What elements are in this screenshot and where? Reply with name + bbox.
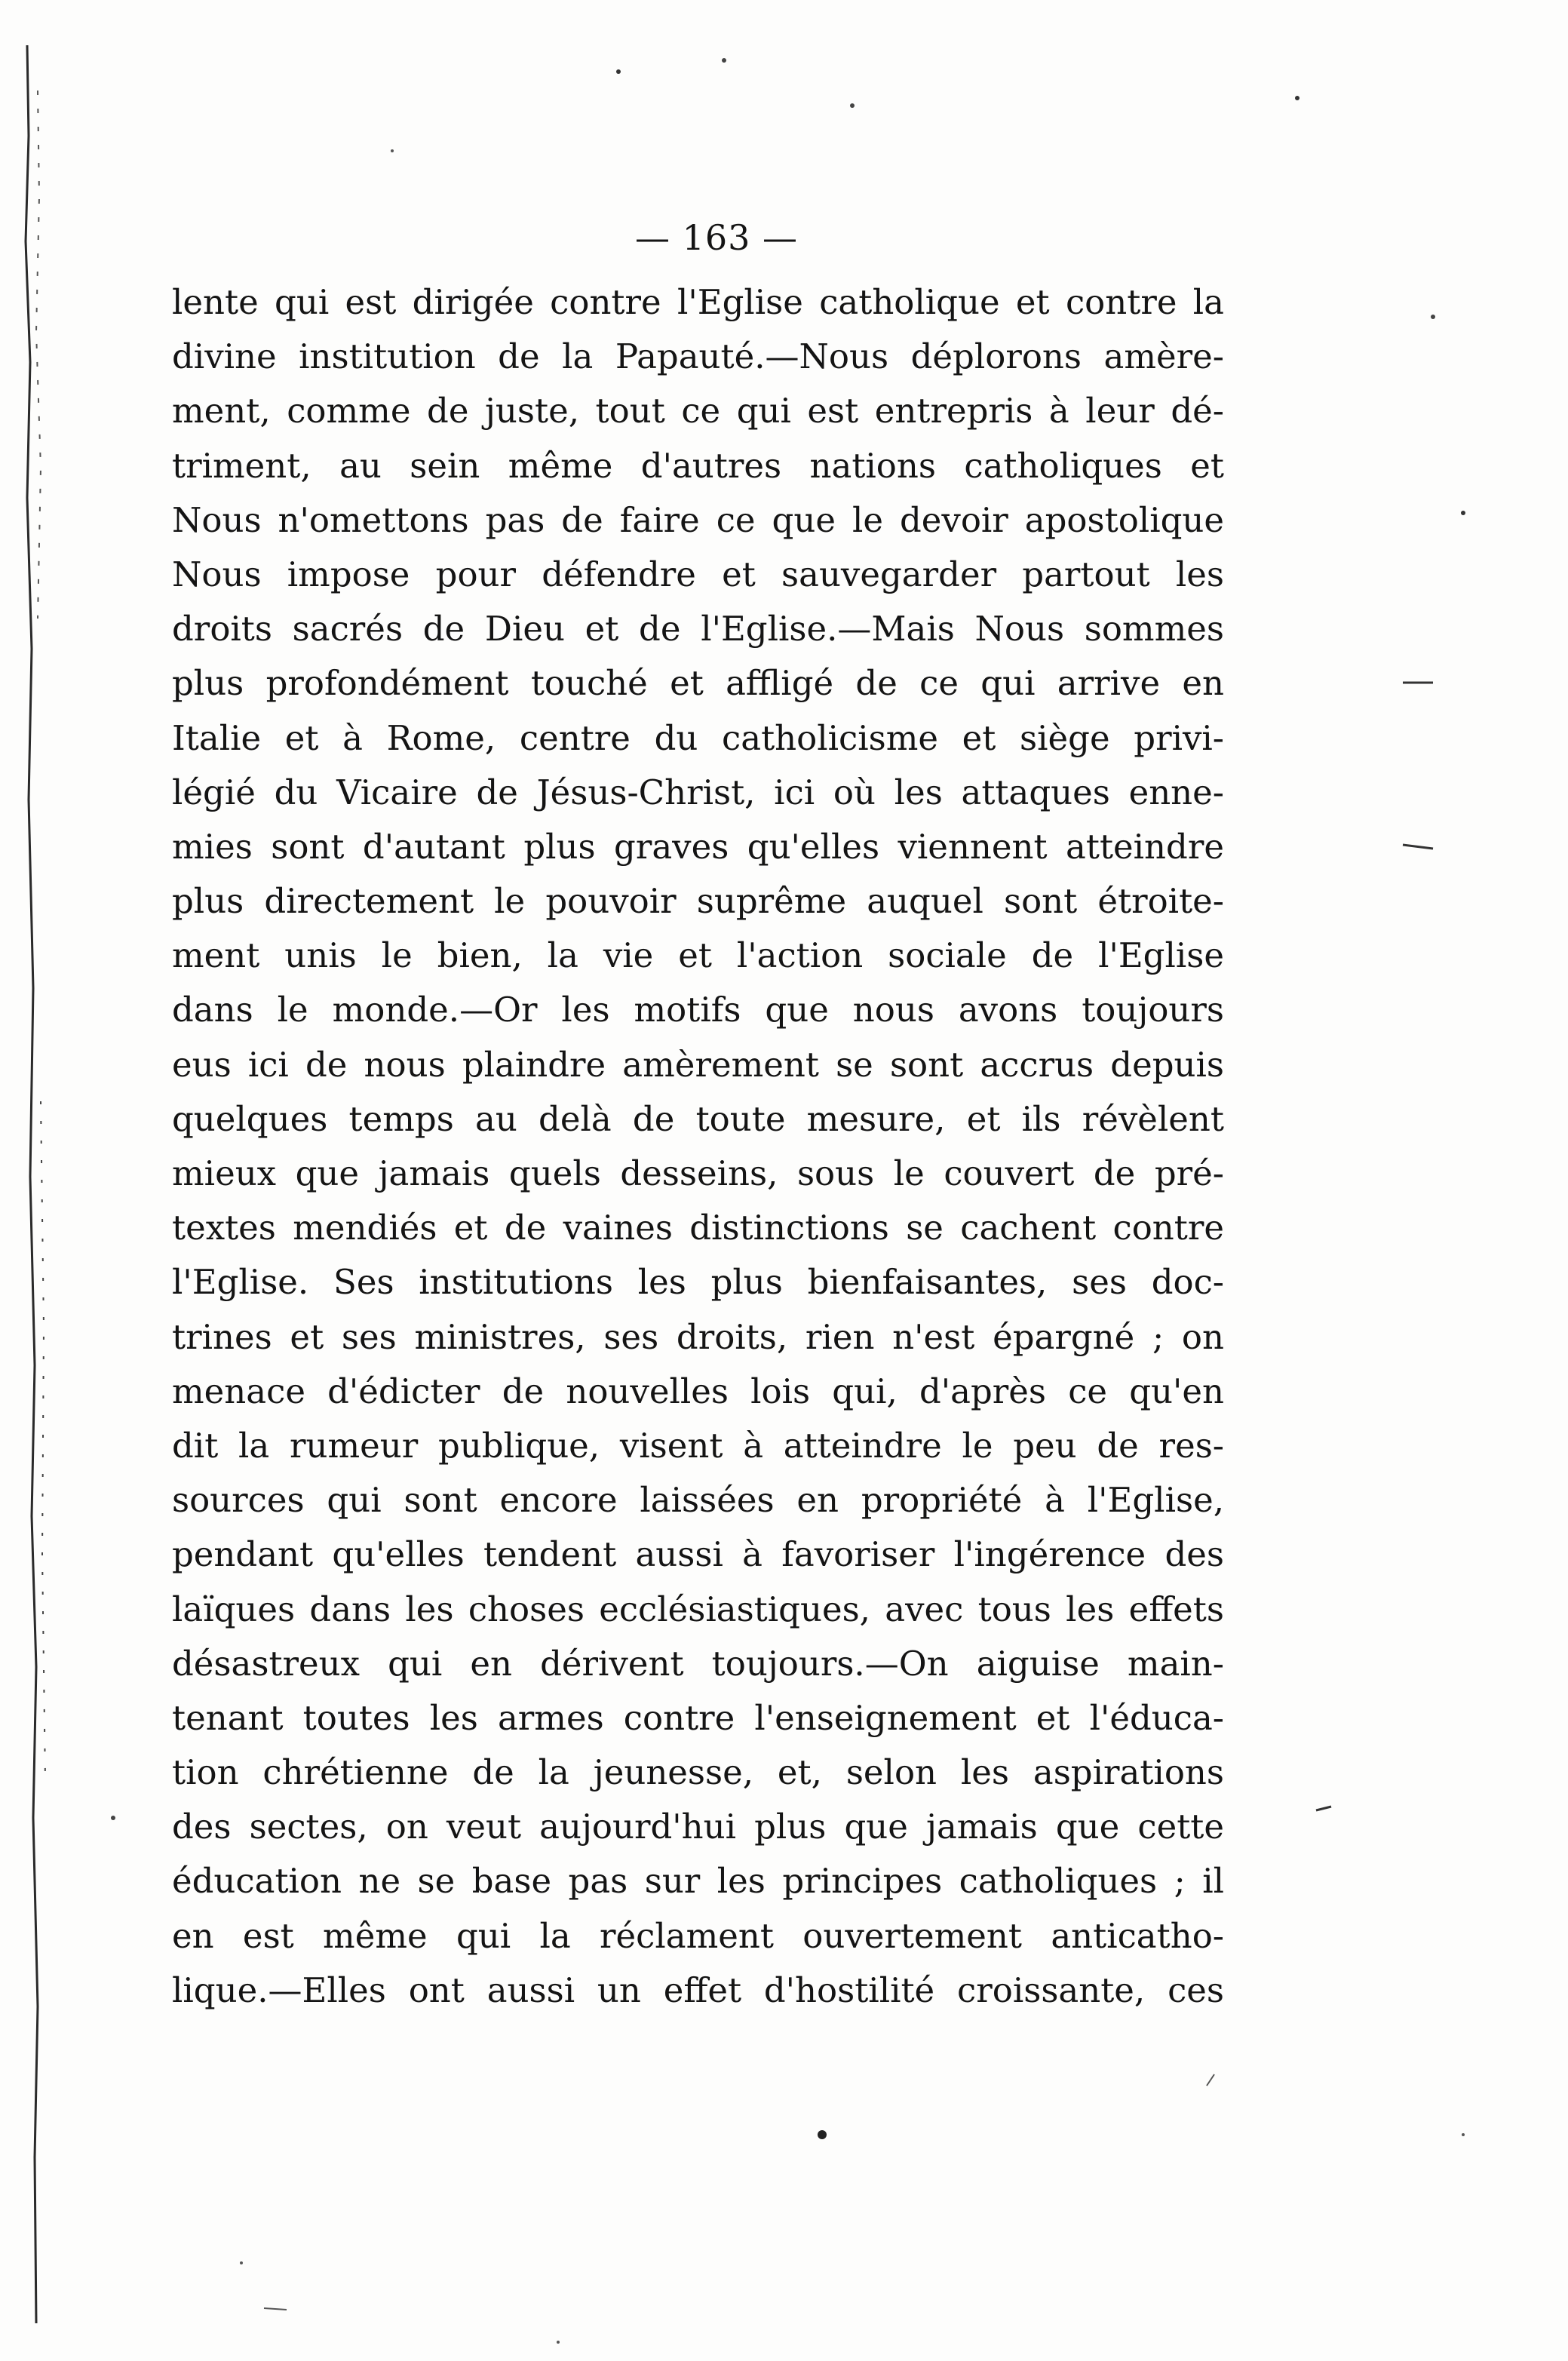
text-line: tion chrétienne de la jeunesse, et, selon les aspirations (172, 1752, 1224, 1793)
text-line: textes mendiés et de vaines distinctions se cachent contre (172, 1208, 1224, 1248)
text-line: tenant toutes les armes contre l'enseignement et l'éduca- (172, 1697, 1224, 1738)
text-line: laïques dans les choses ecclésiastiques, avec tous les effets (172, 1589, 1224, 1629)
text-line: légié du Vicaire de Jésus-Christ, ici où les attaques enne- (172, 772, 1224, 812)
text-line: quelques temps au delà de toute mesure, et ils révèlent (172, 1098, 1224, 1139)
text-line: des sectes, on veut aujourd'hui plus que jamais que cette (172, 1807, 1224, 1847)
text-line: en est même qui la réclament ouvertement anticatho- (172, 1915, 1224, 1956)
text-line: Nous n'omettons pas de faire ce que le devoir apostolique (172, 499, 1224, 540)
text-line: ment unis le bien, la vie et l'action sociale de l'Eglise (172, 935, 1224, 976)
text-line: triment, au sein même d'autres nations catholiques et (172, 445, 1224, 486)
text-line: lente qui est dirigée contre l'Eglise catholique et contre la (172, 282, 1224, 322)
text-line: désastreux qui en dérivent toujours.—On aiguise main- (172, 1643, 1224, 1684)
text-line: trines et ses ministres, ses droits, rien n'est épargné ; on (172, 1316, 1224, 1357)
text-line: lique.—Elles ont aussi un effet d'hostilité croissante, ces (172, 1970, 1224, 2010)
text-line: menace d'édicter de nouvelles lois qui, d'après ce qu'en (172, 1371, 1224, 1411)
body-text (172, 275, 1224, 2018)
text-line: l'Eglise. Ses institutions les plus bienfaisantes, ses doc- (172, 1262, 1224, 1303)
text-line: plus profondément touché et affligé de ce qui arrive en (172, 663, 1224, 704)
text-line: eus ici de nous plaindre amèrement se sont accrus depuis (172, 1044, 1224, 1085)
text-line: éducation ne se base pas sur les principes catholiques ; il (172, 1861, 1224, 1902)
text-line: ment, comme de juste, tout ce qui est entrepris à leur dé- (172, 391, 1224, 431)
text-line: droits sacrés de Dieu et de l'Eglise.—Mais Nous sommes (172, 609, 1224, 649)
binding-edge-shadow (21, 45, 51, 2323)
page-number: — 163 — (634, 217, 799, 258)
text-line: plus directement le pouvoir suprême auquel sont étroite- (172, 881, 1224, 922)
text-line: Nous impose pour défendre et sauvegarder partout les (172, 554, 1224, 594)
text-line: sources qui sont encore laissées en propriété à l'Eglise, (172, 1480, 1224, 1521)
text-line: Italie et à Rome, centre du catholicisme et siège privi- (172, 717, 1224, 758)
text-line: mieux que jamais quels desseins, sous le couvert de pré- (172, 1153, 1224, 1193)
text-line: pendant qu'elles tendent aussi à favoriser l'ingérence des (172, 1534, 1224, 1575)
text-line: dans le monde.—Or les motifs que nous avons toujours (172, 990, 1224, 1030)
text-line: mies sont d'autant plus graves qu'elles viennent atteindre (172, 826, 1224, 867)
text-line: divine institution de la Papauté.—Nous déplorons amère- (172, 336, 1224, 377)
text-line: dit la rumeur publique, visent à atteindre le peu de res- (172, 1425, 1224, 1466)
